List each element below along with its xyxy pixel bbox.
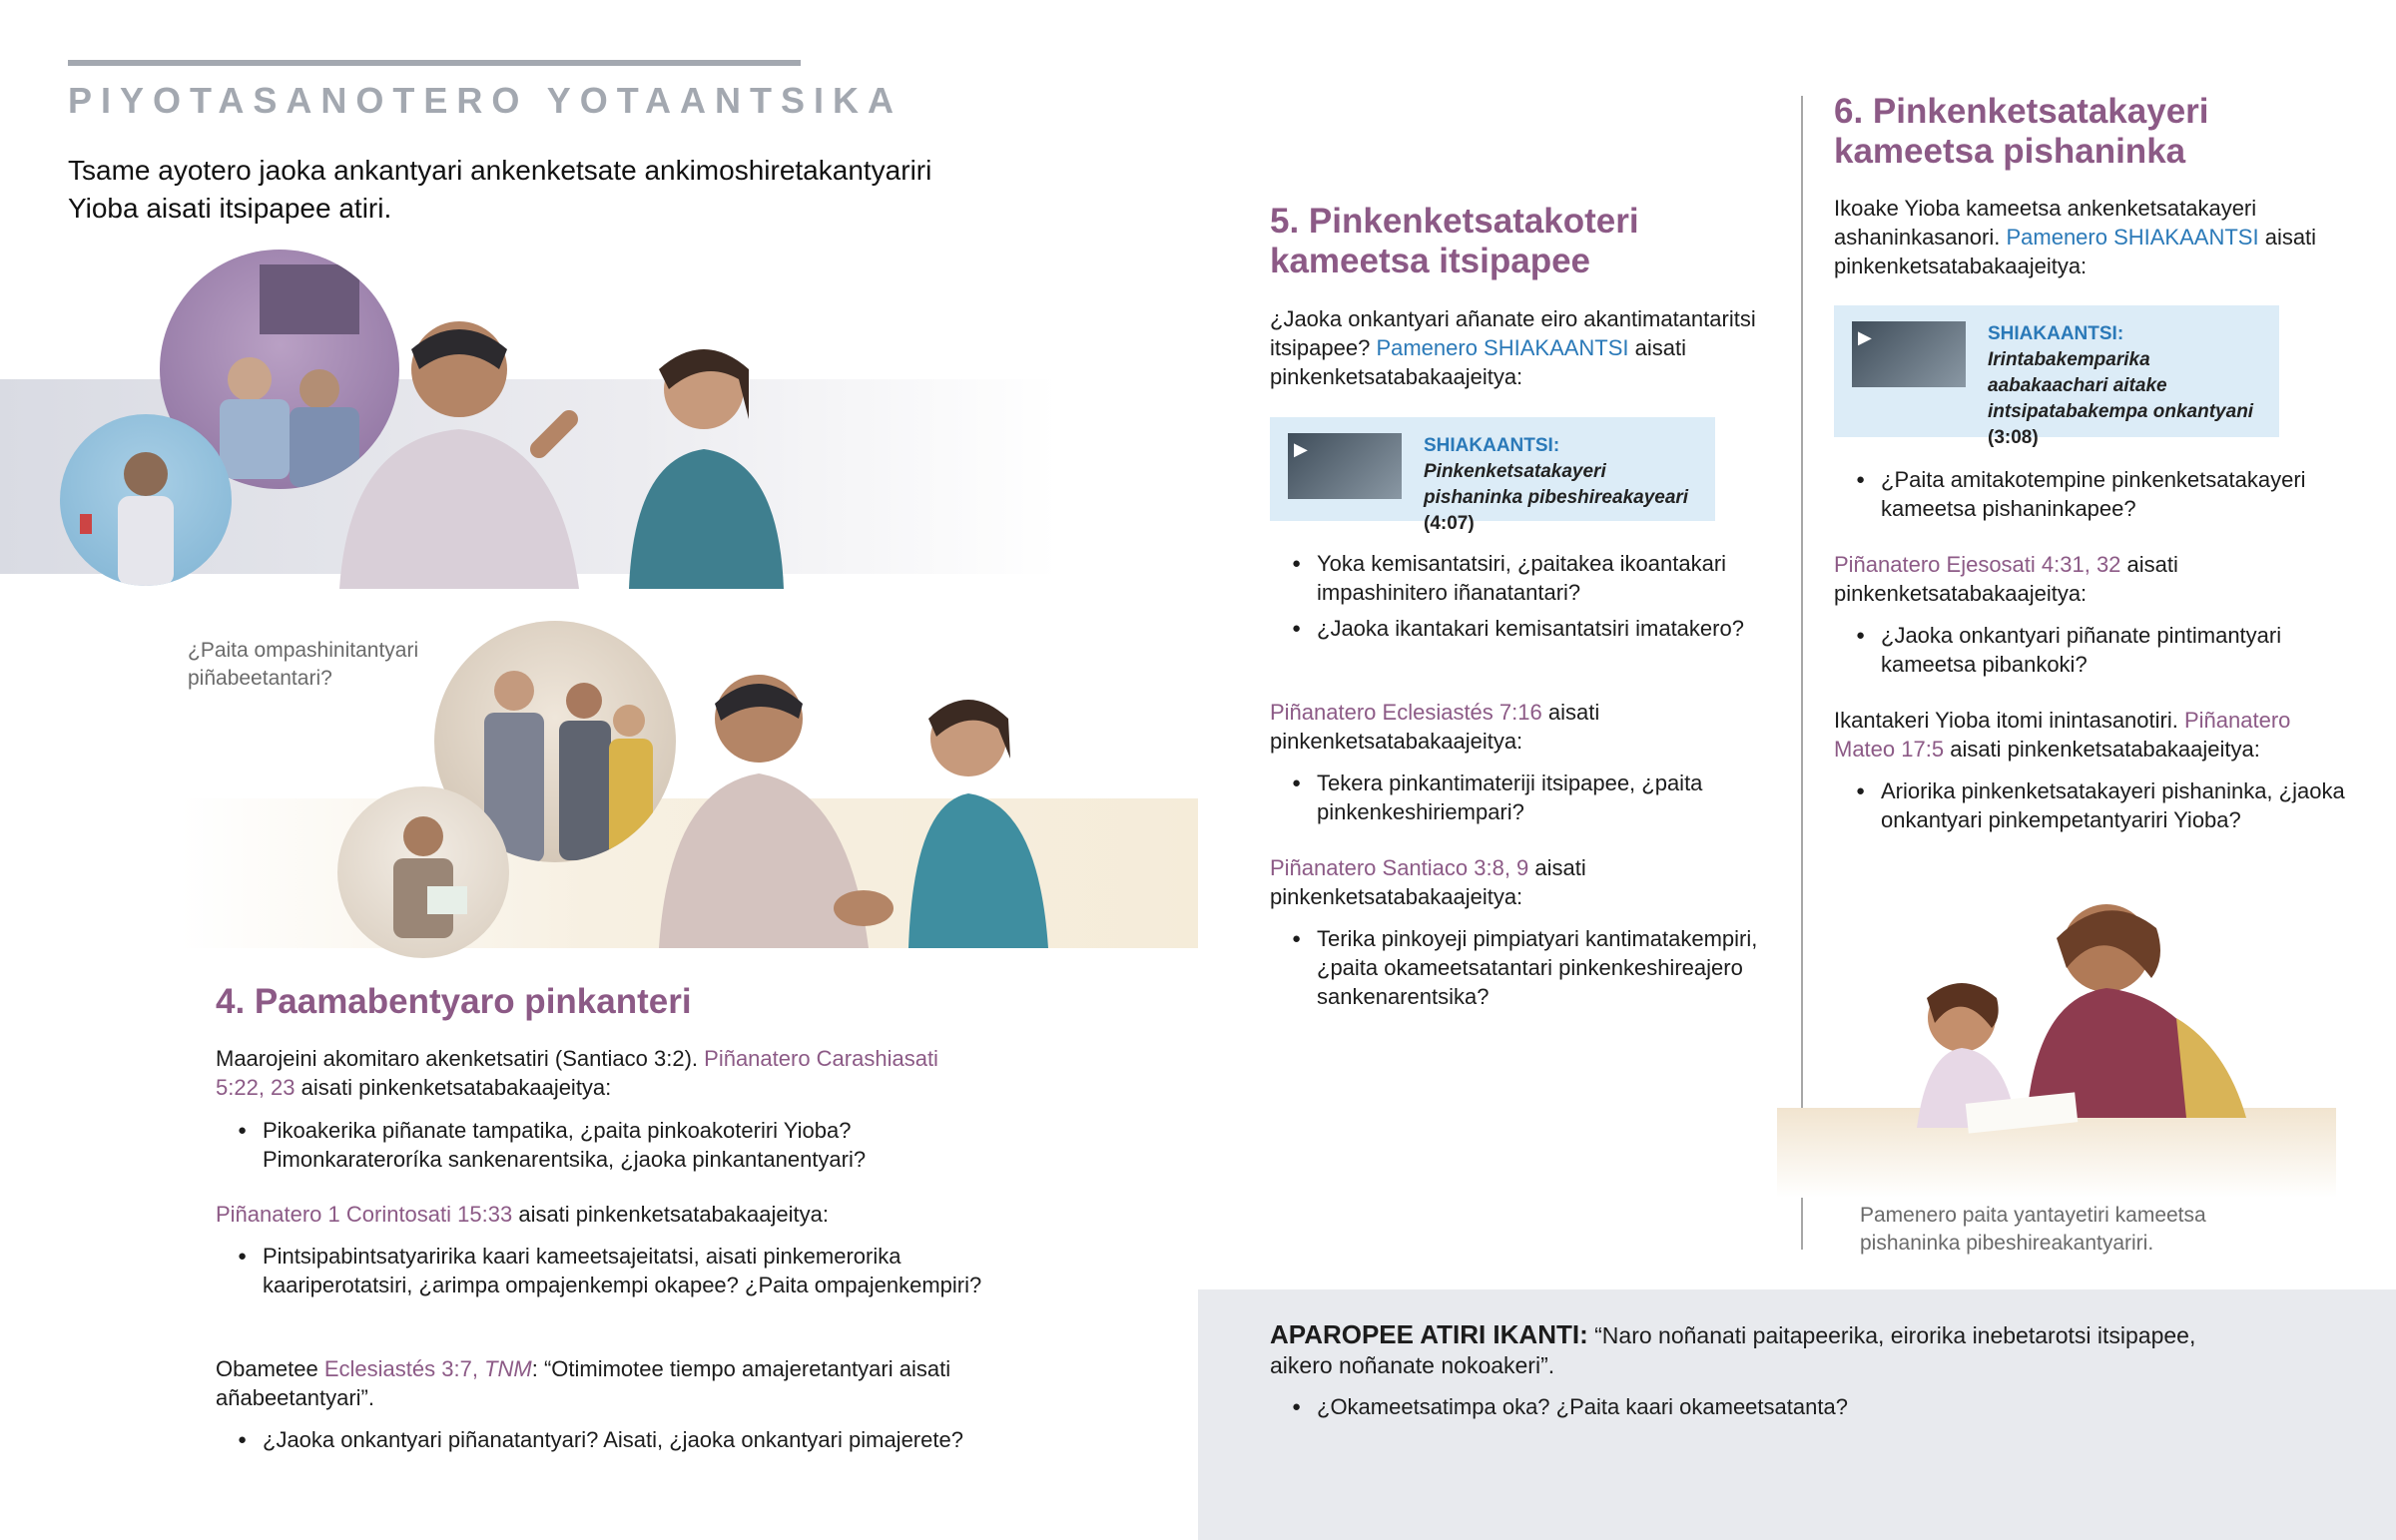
section5-p2-ref[interactable]: Piñanatero Eclesiastés 7:16: [1270, 700, 1542, 725]
section5-video-box[interactable]: [1270, 417, 1715, 534]
section6-bullet-3: ● Ariorika pinkenketsatakayeri pishaninka, ¿jaoka onkantyari pinkempetantyariri Yioba?: [1834, 776, 2353, 834]
section5-paragraph-2: [1270, 698, 1769, 756]
review-quote: “Naro noñanati paitapeerika, eirorika inebetarotsi itsipapee, aikero noñanate nokoakeri”.: [1270, 1322, 2196, 1378]
section6-video-thumbnail[interactable]: [1852, 321, 1966, 387]
section5-bullet-3: ● Tekera pinkantimateriji itsipapee, ¿paita pinkenkeshiriempari?: [1270, 769, 1769, 826]
illustration-phone-circle: [60, 414, 232, 586]
section5-p3-ref[interactable]: Piñanatero Santiaco 3:8, 9: [1270, 855, 1529, 880]
section5-video-text: [1424, 433, 1697, 537]
play-icon: ▶: [1294, 439, 1308, 459]
section5-bullet-2: ● ¿Jaoka ikantakari kemisantatsiri imatakero?: [1270, 614, 1769, 643]
section5-bullets-3: [1270, 924, 1769, 1018]
section5-p3-tail: aisati pinkenketsatabakaajeitya:: [1270, 855, 1586, 909]
section5-video-title: Pinkenketsatakayeri pishaninka pibeshireakayeari: [1424, 461, 1689, 508]
section6-p2-tail: aisati pinkenketsatabakaajeitya:: [1834, 552, 2178, 606]
section-label-bar: [68, 60, 801, 66]
section6-p1-link[interactable]: Pamenero SHIAKAANTSI: [2006, 225, 2259, 250]
section6-p2-ref[interactable]: Piñanatero Ejesosati 4:31, 32: [1834, 552, 2121, 577]
section5-p1-text: ¿Jaoka onkantyari añanate eiro akantimatantaritsi itsipapee?: [1270, 306, 1756, 360]
section4-p1-tail: aisati pinkenketsatabakaajeitya:: [300, 1075, 612, 1100]
play-icon: ▶: [1858, 327, 1872, 347]
column-divider: [1801, 96, 1803, 1250]
review-label: APAROPEE ATIRI IKANTI:: [1270, 1319, 1588, 1349]
section6-bullets-2: [1834, 621, 2353, 686]
section4-bullet-1: ● Pikoakerika piñanate tampatika, ¿paita pinkoakoteriri Yioba? Pimonkarateroríka sankenarentsika, ¿jaoka pinkantanentyari?: [216, 1116, 984, 1174]
section4-bullet-3: ● ¿Jaoka onkantyari piñanatantyari? Aisati, ¿jaoka onkantyari pimajerete?: [216, 1425, 984, 1454]
section-label: PIYOTASANOTERO YOTAANTSIKA: [68, 80, 903, 121]
section6-bullets-3: [1834, 776, 2353, 841]
section4-paragraph-2: [216, 1200, 974, 1229]
section4-p1-text: Maarojeini akomitaro akenketsatiri (Santiaco 3:2).: [216, 1046, 699, 1071]
section6-video-text: [1988, 321, 2261, 451]
section6-paragraph-1: [1834, 194, 2353, 280]
section6-p3-ref[interactable]: Piñanatero Mateo 17:5: [1834, 708, 2291, 762]
section6-bullets-1: [1834, 465, 2353, 530]
section6-p1-text: Ikoake Yioba kameetsa ankenketsatakayeri ashaninkasanori.: [1834, 196, 2257, 250]
section6-video-title: Irintabakemparika aabakaachari aitake intsipatabakempa onkantyani: [1988, 349, 2254, 422]
review-paragraph: [1270, 1319, 2228, 1380]
section5-bullet-4: ● Terika pinkoyeji pimpiatyari kantimatakempiri, ¿paita okameetsatantari pinkenkeshireajero sankenarentsika?: [1270, 924, 1769, 1011]
section4-bullets-2: [216, 1242, 984, 1306]
section5-p1-link[interactable]: Pamenero SHIAKAANTSI: [1376, 335, 1629, 360]
section4-title: 4. Paamabentyaro pinkanteri: [216, 982, 692, 1021]
section5-p2-tail: aisati pinkenketsatabakaajeitya:: [1270, 700, 1600, 754]
illustration-mother-child: [1857, 888, 2256, 1138]
section4-p1-ref[interactable]: Piñanatero Carashiasati 5:22, 23: [216, 1046, 938, 1100]
section5-video-label: SHIAKAANTSI:: [1424, 435, 1560, 456]
section4-paragraph-1: [216, 1044, 974, 1102]
section4-p2-tail: aisati pinkenketsatabakaajeitya:: [518, 1202, 829, 1227]
section4-bullet-2: ● Pintsipabintsatyaririka kaari kameetsajeitatsi, aisati pinkemerorika kaariperotatsiri, ¿arimpa ompajenkempi okapee? ¿Paita ompajenkempiri?: [216, 1242, 984, 1299]
illustration-couple-reconciling: [639, 659, 1088, 948]
section5-paragraph-1: [1270, 304, 1769, 391]
intro-text: Tsame ayotero jaoka ankantyari ankenketsate ankimoshiretakantyariri Yioba aisati itsipapee atiri.: [68, 155, 932, 224]
section6-paragraph-3: [1834, 706, 2353, 764]
section5-bullets-1: [1270, 549, 1769, 650]
section6-video-label: SHIAKAANTSI:: [1988, 323, 2124, 344]
illustration-reading-circle: [337, 786, 509, 958]
section5-title: 5. Pinkenketsatakoteri kameetsa itsipapee: [1270, 202, 1639, 280]
section4-bullets-1: [216, 1116, 984, 1181]
review-bullets: [1270, 1392, 2168, 1428]
illustration-couple-arguing: [300, 309, 819, 589]
section5-video-thumbnail[interactable]: [1288, 433, 1402, 499]
section6-bullet-2: ● ¿Jaoka onkantyari piñanate pintimantyari kameetsa pibankoki?: [1834, 621, 2353, 679]
section4-bullets-3: [216, 1425, 984, 1461]
section5-p1-tail: aisati pinkenketsatabakaajeitya:: [1270, 335, 1687, 389]
section4-p3-ref-italic[interactable]: TNM: [484, 1356, 532, 1381]
section4-p3-tail: : “Otimimotee tiempo amajeretantyari aisati añabeetantyari”.: [216, 1356, 951, 1410]
illustration-caption-1: ¿Paita ompashinitantyari piñabeetantari?: [188, 639, 419, 690]
section6-video-time: (3:08): [1988, 427, 2039, 448]
section5-video-time: (4:07): [1424, 513, 1475, 534]
section6-bullet-1: ● ¿Paita amitakotempine pinkenketsatakayeri kameetsa pishaninkapee?: [1834, 465, 2353, 523]
section4-paragraph-3: [216, 1354, 974, 1412]
section6-paragraph-2: [1834, 550, 2353, 608]
section5-paragraph-3: [1270, 853, 1769, 911]
section5-bullets-2: [1270, 769, 1769, 833]
section4-p2-ref[interactable]: Piñanatero 1 Corintosati 15:33: [216, 1202, 513, 1227]
review-bullet-1: ● ¿Okameetsatimpa oka? ¿Paita kaari okameetsatanta?: [1270, 1392, 2168, 1421]
section6-p1-tail: aisati pinkenketsatabakaajeitya:: [1834, 225, 2317, 278]
section5-bullet-1: ● Yoka kemisantatsiri, ¿paitakea ikoantakari impashinitero iñanatantari?: [1270, 549, 1769, 607]
section4-p3-head: Obametee: [216, 1356, 318, 1381]
section6-p3-tail: aisati pinkenketsatabakaajeitya:: [1950, 737, 2260, 762]
section6-title: 6. Pinkenketsatakayeri kameetsa pishaninka: [1834, 92, 2209, 171]
illustration-caption-2: Pamenero paita yantayetiri kameetsa pishaninka pibeshireakantyariri.: [1860, 1204, 2206, 1255]
section6-p3-text: Ikantakeri Yioba itomi inintasanotiri.: [1834, 708, 2178, 733]
section6-video-box[interactable]: [1834, 305, 2279, 448]
section4-p3-ref[interactable]: Eclesiastés 3:7,: [323, 1356, 478, 1381]
